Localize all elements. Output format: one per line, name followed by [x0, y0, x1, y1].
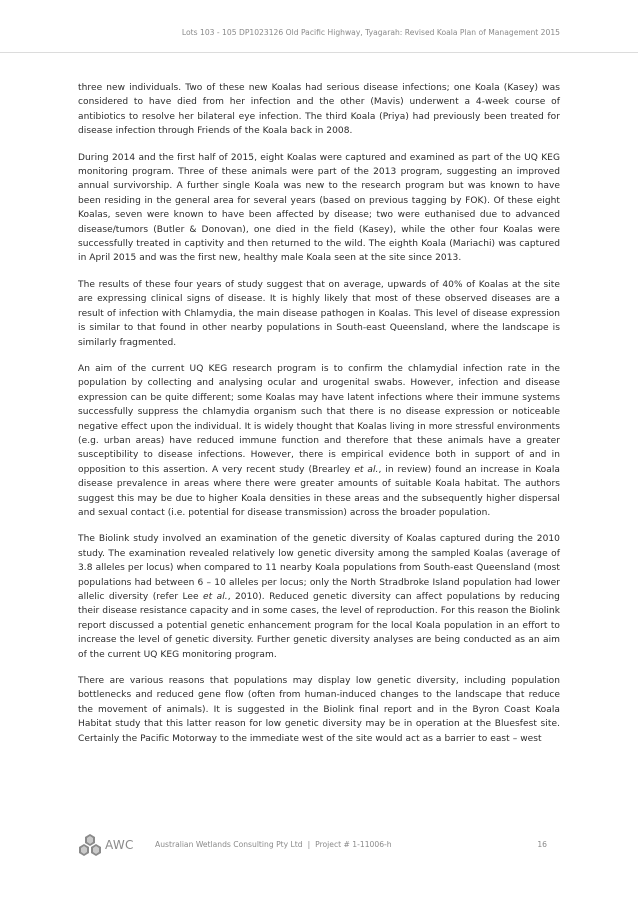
- running-header: [78, 28, 560, 42]
- paragraph: [78, 674, 560, 746]
- paragraph-text: An aim of the current UQ KEG research program is to confirm the chlamydial infection rate in the population by collecting and analysing ocular and urogenital swabs. However, infection and disease expression can be quite different; some Koalas may have latent infections where their immune systems successfully suppress the chlamydia organism such that there is no disease expression or noticeable negative effect upon the individual. It is widely thought that Koalas living in more stressful environments (e.g. urban areas) have reduced immune function and therefore that these animals have a greater susceptibility to disease infections. However, there is empirical evidence both in support of and in opposition to this assertion. A very recent study (Brearley: [78, 363, 560, 475]
- paragraph-text: The results of these four years of study suggest that on average, upwards of 40% of Koalas at the site are expressing clinical signs of disease. It is highly likely that most of these observed diseases are a result of infection with Chlamydia, the main disease pathogen in Koalas. This level of disease expression is similar to that found in other nearby populations in South-east Queensland, where the landscape is similarly fragmented.: [78, 279, 560, 348]
- logo-text: AWC: [105, 838, 134, 852]
- document-body: [78, 81, 560, 746]
- footer-project: Project # 1-11006-h: [315, 840, 392, 849]
- paragraph: [78, 532, 560, 662]
- citation-italic: et al.: [203, 592, 228, 602]
- page-footer: [78, 833, 560, 857]
- paragraph: [78, 151, 560, 266]
- citation-italic: et al.: [354, 464, 379, 475]
- paragraph-text: There are various reasons that populations may display low genetic diversity, including population bottlenecks and reduced gene flow (often from human-induced changes to the landscape that reduce the movement of animals). It is suggested in the Biolink final report and in the Byron Coast Koala Habitat study that this latter reason for low genetic diversity may be in operation at the Bluesfest site. Certainly the Pacific Motorway to the immediate west of the site would act as a barrier to east – west: [78, 676, 560, 744]
- paragraph: [78, 278, 560, 350]
- paragraph-text: The Biolink study involved an examination of the genetic diversity of Koalas captured during the 2010 study. The examination revealed relatively low genetic diversity among the sampled Koalas (average of 3.8 alleles per locus) when compared to 11 nearby Koala populations from South-east Queensland (most populations had between 6 – 10 alleles per locus; only the North Stradbroke Island population had lower allelic diversity (refer Lee: [78, 534, 560, 602]
- paragraph: [78, 362, 560, 520]
- paragraph-text: three new individuals. Two of these new Koalas had serious disease infections; one Koala (Kasey) was considered to have died from her infection and the other (Mavis) underwent a 4-week course of antibiotics to resolve her bilateral eye infection. The third Koala (Priya) had previously been treated for disease infection through Friends of the Koala back in 2008.: [78, 83, 560, 137]
- paragraph-text: During 2014 and the first half of 2015, eight Koalas were captured and examined as part of the UQ KEG monitoring program. Three of these animals were part of the 2013 program, suggesting an improved annual survivorship. A further single Koala was new to the research program but was known to have been residing in the general area for several years (based on previous tagging by FOK). Of these eight Koalas, seven were known to have been affected by disease; two were euthanised due to advanced disease/tumors (Butler & Donovan), one died in the field (Kasey), while the other four Koalas were successfully treated in captivity and then returned to the wild. The eighth Koala (Mariachi) was captured in April 2015 and was the first new, healthy male Koala seen at the site since 2013.: [78, 152, 560, 264]
- paragraph-text: , in review) found an increase in Koala disease prevalence in areas where there were greater amounts of suitable Koala habitat. The authors suggest this may be due to higher Koala densities in these areas and the subsequently higher dispersal and sexual contact (i.e. potential for disease transmission) across the broader population.: [78, 464, 561, 518]
- footer-company: Australian Wetlands Consulting Pty Ltd: [155, 840, 303, 849]
- header-divider: [0, 52, 638, 53]
- paragraph: [78, 81, 560, 139]
- company-logo: [78, 833, 148, 857]
- awc-logo-icon: [78, 833, 102, 857]
- paragraph-text: , 2010). Reduced genetic diversity can affect populations by reducing their disease resistance capacity and in some cases, the level of reproduction. For this reason the Biolink report discussed a potential genetic enhancement program for the local Koala population in an effort to increase the level of genetic diversity. Further genetic diversity analyses are being conducted as an aim of the current UQ KEG monitoring program.: [78, 592, 560, 660]
- header-title: Lots 103 - 105 DP1023126 Old Pacific Highway, Tyagarah: Revised Koala Plan of Management 2015: [181, 28, 560, 37]
- footer-info: [155, 840, 392, 849]
- page-number: 16: [537, 840, 547, 849]
- footer-separator: |: [307, 840, 311, 849]
